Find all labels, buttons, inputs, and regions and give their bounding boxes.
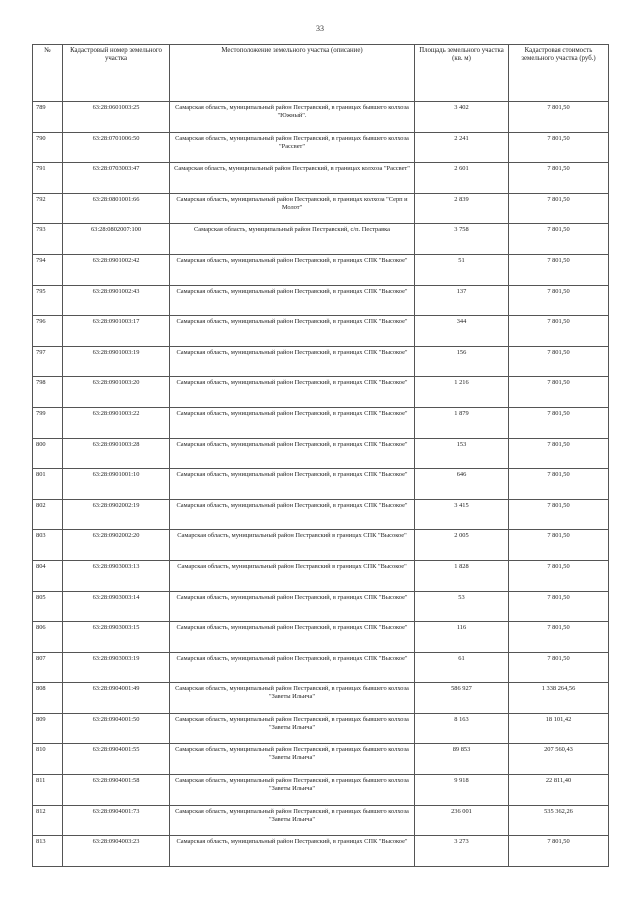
location-description: Самарская область, муниципальный район Пестравский, в границах колхоза "Рассвет" [170, 163, 415, 194]
area-value: 3 402 [415, 102, 509, 133]
cost-value: 7 801,50 [509, 438, 609, 469]
table-row [33, 499, 609, 530]
cost-value: 7 801,50 [509, 469, 609, 500]
row-number: 806 [33, 622, 63, 653]
row-number: 811 [33, 775, 63, 806]
location-description: Самарская область, муниципальный район Пестравский, в границах СПК "Высокое" [170, 622, 415, 653]
location-description: Самарская область, муниципальный район Пестравский, в границах СПК "Высокое" [170, 254, 415, 285]
location-description: Самарская область, муниципальный район Пестравский в границах СПК "Высокое" [170, 530, 415, 561]
cadastral-number: 63:28:0901003:28 [63, 438, 170, 469]
cadastral-number: 63:28:0901003:20 [63, 377, 170, 408]
cadastral-number: 63:28:0902002:19 [63, 499, 170, 530]
location-description: Самарская область, муниципальный район Пестравский, в границах бывшего колхоза "Южный". [170, 102, 415, 133]
cadastral-number: 63:28:0901002:43 [63, 285, 170, 316]
cost-value: 7 801,50 [509, 530, 609, 561]
cadastral-number: 63:28:0903003:15 [63, 622, 170, 653]
location-description: Самарская область, муниципальный район Пестравский, в границах СПК "Высокое" [170, 591, 415, 622]
cadastral-number: 63:28:0903003:19 [63, 652, 170, 683]
cadastral-number: 63:28:0901003:22 [63, 407, 170, 438]
table-row [33, 316, 609, 347]
cost-value: 7 801,50 [509, 407, 609, 438]
row-number: 799 [33, 407, 63, 438]
table-row [33, 591, 609, 622]
location-description: Самарская область, муниципальный район Пестравский, в границах колхоза "Серп и Молот" [170, 193, 415, 224]
row-number: 789 [33, 102, 63, 133]
header-location: Местоположение земельного участка (описание) [170, 45, 415, 102]
location-description: Самарская область, муниципальный район Пестравский, в границах СПК "Высокое" [170, 346, 415, 377]
row-number: 791 [33, 163, 63, 194]
header-cost: Кадастровая стоимость земельного участка (руб.) [509, 45, 609, 102]
cadastral-number: 63:28:0902002:20 [63, 530, 170, 561]
location-description: Самарская область, муниципальный район Пестравский, в границах бывшего колхоза "Рассвет" [170, 132, 415, 163]
table-row [33, 407, 609, 438]
cadastral-number: 63:28:0904001:49 [63, 683, 170, 714]
table-row [33, 652, 609, 683]
location-description: Самарская область, муниципальный район Пестравский, в границах бывшего колхоза "Заветы Ильича" [170, 744, 415, 775]
row-number: 805 [33, 591, 63, 622]
cadastral-number: 63:28:0904001:73 [63, 805, 170, 836]
area-value: 3 273 [415, 836, 509, 867]
cost-value: 207 560,43 [509, 744, 609, 775]
cadastral-number: 63:28:0901003:17 [63, 316, 170, 347]
area-value: 2 839 [415, 193, 509, 224]
cost-value: 7 801,50 [509, 591, 609, 622]
row-number: 793 [33, 224, 63, 255]
location-description: Самарская область, муниципальный район Пестравский в границах СПК "Высокое" [170, 560, 415, 591]
location-description: Самарская область, муниципальный район Пестравский, в границах СПК "Высокое" [170, 316, 415, 347]
cost-value: 7 801,50 [509, 254, 609, 285]
row-number: 812 [33, 805, 63, 836]
cadastral-number: 63:28:0901001:10 [63, 469, 170, 500]
location-description: Самарская область, муниципальный район Пестравский, в границах СПК "Высокое" [170, 285, 415, 316]
cost-value: 7 801,50 [509, 316, 609, 347]
cost-value: 7 801,50 [509, 499, 609, 530]
row-number: 803 [33, 530, 63, 561]
cadastral-number: 63:28:0904001:58 [63, 775, 170, 806]
cadastral-number: 63:28:0904003:23 [63, 836, 170, 867]
location-description: Самарская область, муниципальный район Пестравский, в границах бывшего колхоза "Заветы Ильича" [170, 775, 415, 806]
page-number: 33 [316, 24, 324, 33]
area-value: 586 927 [415, 683, 509, 714]
row-number: 798 [33, 377, 63, 408]
cadastral-number: 63:28:0904001:50 [63, 713, 170, 744]
header-area: Площадь земельного участка (кв. м) [415, 45, 509, 102]
area-value: 1 216 [415, 377, 509, 408]
row-number: 802 [33, 499, 63, 530]
area-value: 51 [415, 254, 509, 285]
table-row [33, 224, 609, 255]
row-number: 796 [33, 316, 63, 347]
table-row [33, 622, 609, 653]
location-description: Самарская область, муниципальный район Пестравский, в границах СПК "Высокое" [170, 499, 415, 530]
header-cadastral: Кадастровый номер земельного участка [63, 45, 170, 102]
row-number: 797 [33, 346, 63, 377]
row-number: 790 [33, 132, 63, 163]
cost-value: 7 801,50 [509, 836, 609, 867]
table-row [33, 102, 609, 133]
area-value: 116 [415, 622, 509, 653]
table-row [33, 346, 609, 377]
table-row [33, 836, 609, 867]
cost-value: 7 801,50 [509, 193, 609, 224]
area-value: 236 001 [415, 805, 509, 836]
area-value: 53 [415, 591, 509, 622]
location-description: Самарская область, муниципальный район Пестравский, в границах СПК "Высокое" [170, 377, 415, 408]
location-description: Самарская область, муниципальный район Пестравский, в границах бывшего колхоза "Заветы Ильича" [170, 713, 415, 744]
area-value: 89 853 [415, 744, 509, 775]
cost-value: 7 801,50 [509, 224, 609, 255]
table-row [33, 377, 609, 408]
row-number: 801 [33, 469, 63, 500]
location-description: Самарская область, муниципальный район Пестравский, в границах СПК "Высокое" [170, 652, 415, 683]
cadastral-number: 63:28:0901002:42 [63, 254, 170, 285]
row-number: 804 [33, 560, 63, 591]
cadastral-number: 63:28:0802007:100 [63, 224, 170, 255]
cadastral-number: 63:28:0703003:47 [63, 163, 170, 194]
area-value: 153 [415, 438, 509, 469]
table-row [33, 683, 609, 714]
row-number: 792 [33, 193, 63, 224]
location-description: Самарская область, муниципальный район Пестравский, в границах бывшего колхоза "Заветы Ильича" [170, 683, 415, 714]
row-number: 807 [33, 652, 63, 683]
table-header-row [33, 45, 609, 102]
table-body [33, 102, 609, 867]
cost-value: 7 801,50 [509, 102, 609, 133]
area-value: 9 918 [415, 775, 509, 806]
area-value: 156 [415, 346, 509, 377]
cost-value: 535 362,26 [509, 805, 609, 836]
area-value: 2 241 [415, 132, 509, 163]
row-number: 794 [33, 254, 63, 285]
table-row [33, 744, 609, 775]
cadastral-number: 63:28:0903003:14 [63, 591, 170, 622]
table-row [33, 193, 609, 224]
row-number: 809 [33, 713, 63, 744]
location-description: Самарская область, муниципальный район Пестравский, в границах СПК "Высокое" [170, 469, 415, 500]
location-description: Самарская область, муниципальный район Пестравский, в границах СПК "Высокое" [170, 836, 415, 867]
cadastral-number: 63:28:0701006:50 [63, 132, 170, 163]
location-description: Самарская область, муниципальный район Пестравский, в границах бывшего колхоза "Заветы Ильича" [170, 805, 415, 836]
header-num: № [33, 45, 63, 102]
cost-value: 7 801,50 [509, 285, 609, 316]
cadastral-number: 63:28:0601003:25 [63, 102, 170, 133]
cost-value: 7 801,50 [509, 622, 609, 653]
table-row [33, 438, 609, 469]
area-value: 2 601 [415, 163, 509, 194]
row-number: 813 [33, 836, 63, 867]
area-value: 1 828 [415, 560, 509, 591]
table-row [33, 132, 609, 163]
cadastral-number: 63:28:0801001:66 [63, 193, 170, 224]
table-row [33, 469, 609, 500]
table-row [33, 805, 609, 836]
table-row [33, 530, 609, 561]
area-value: 137 [415, 285, 509, 316]
cadastral-number: 63:28:0903003:13 [63, 560, 170, 591]
area-value: 646 [415, 469, 509, 500]
cost-value: 7 801,50 [509, 377, 609, 408]
cadastral-number: 63:28:0904001:55 [63, 744, 170, 775]
table-row [33, 254, 609, 285]
location-description: Самарская область, муниципальный район Пестравский, в границах СПК "Высокое" [170, 407, 415, 438]
cost-value: 7 801,50 [509, 346, 609, 377]
table-row [33, 285, 609, 316]
row-number: 808 [33, 683, 63, 714]
area-value: 1 879 [415, 407, 509, 438]
area-value: 61 [415, 652, 509, 683]
location-description: Самарская область, муниципальный район Пестравский, с/п. Пестравка [170, 224, 415, 255]
table-row [33, 560, 609, 591]
table-row [33, 163, 609, 194]
land-registry-table [32, 44, 609, 867]
cost-value: 7 801,50 [509, 652, 609, 683]
cost-value: 7 801,50 [509, 132, 609, 163]
location-description: Самарская область, муниципальный район Пестравский, в границах СПК "Высокое" [170, 438, 415, 469]
cost-value: 7 801,50 [509, 560, 609, 591]
cost-value: 18 101,42 [509, 713, 609, 744]
cost-value: 1 338 264,56 [509, 683, 609, 714]
area-value: 344 [415, 316, 509, 347]
row-number: 795 [33, 285, 63, 316]
row-number: 800 [33, 438, 63, 469]
table-row [33, 775, 609, 806]
table-row [33, 713, 609, 744]
cost-value: 7 801,50 [509, 163, 609, 194]
area-value: 8 163 [415, 713, 509, 744]
cadastral-number: 63:28:0901003:19 [63, 346, 170, 377]
area-value: 2 005 [415, 530, 509, 561]
area-value: 3 415 [415, 499, 509, 530]
row-number: 810 [33, 744, 63, 775]
area-value: 3 758 [415, 224, 509, 255]
cost-value: 22 811,40 [509, 775, 609, 806]
